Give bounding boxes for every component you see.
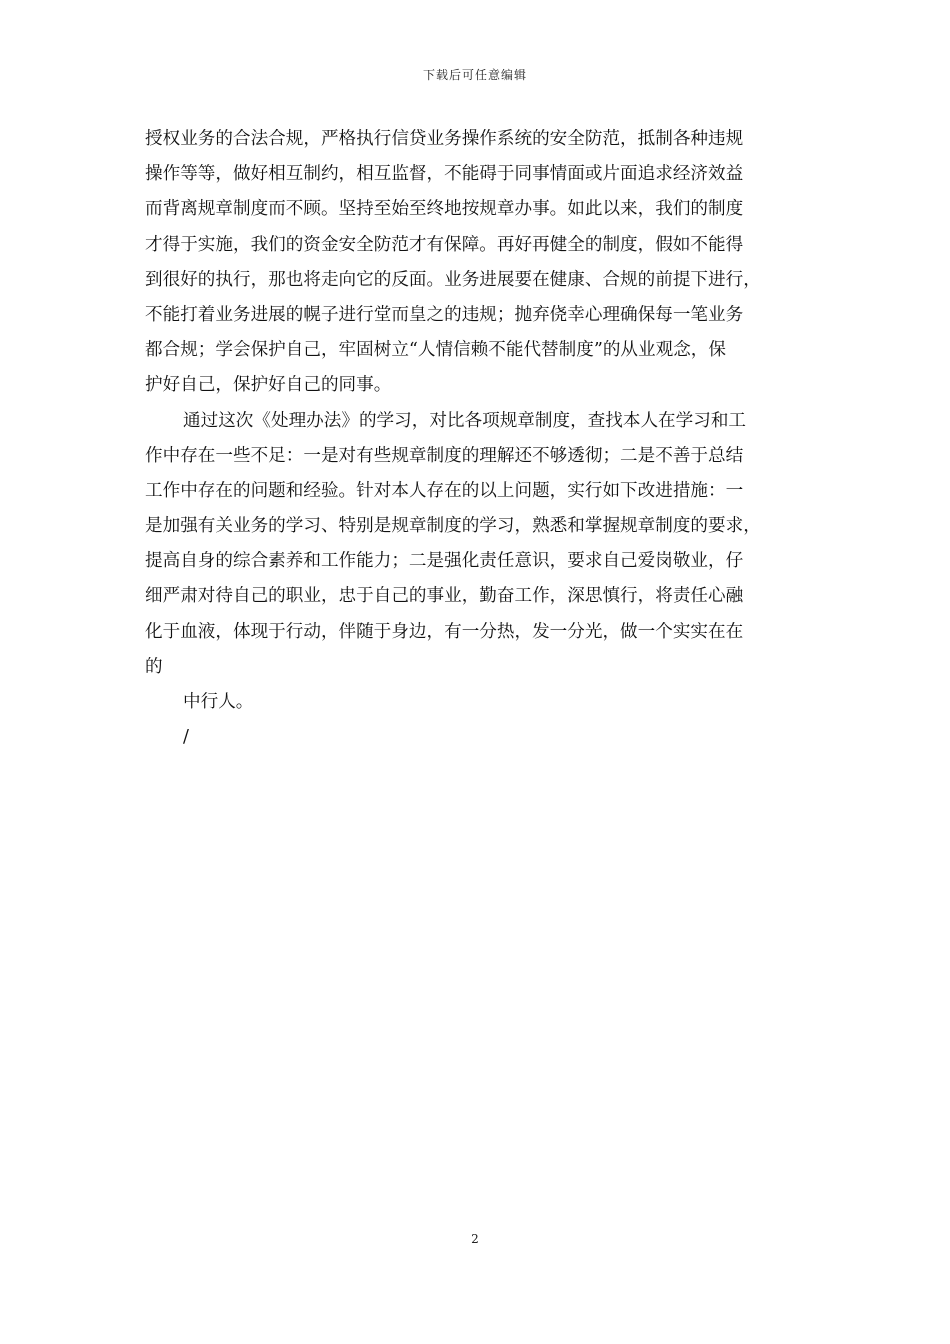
paragraph-1-line-2: 操作等等，做好相互制约，相互监督，不能碍于同事情面或片面追求经济效益 [145, 164, 744, 185]
paragraph-1-line-5: 到很好的执行，那也将走向它的反面。业务进展要在健康、合规的前提下进行， [145, 269, 761, 290]
paragraph-2-line-1: 通过这次《处理办法》的学习，对比各项规章制度，查找本人在学习和工 [183, 410, 747, 431]
paragraph-2-line-2: 作中存在一些不足：一是对有些规章制度的理解还不够透彻；二是不善于总结 [145, 445, 744, 466]
page-header: 下载后可任意编辑 [422, 68, 527, 82]
paragraph-1-line-8: 护好自己，保护好自己的同事。 [145, 375, 392, 396]
paragraph-3-line-1: 中行人。 [183, 692, 254, 712]
paragraph-1-line-1: 授权业务的合法合规，严格执行信贷业务操作系统的安全防范，抵制各种违规 [145, 129, 744, 149]
paragraph-2-line-3: 工作中存在的问题和经验。针对本人存在的以上问题，实行如下改进措施：一 [145, 480, 744, 501]
page-number: 2 [471, 1232, 479, 1246]
paragraph-2-line-7: 化于血液，体现于行动，伴随于身边，有一分热，发一分光，做一个实实在在 [145, 621, 744, 642]
paragraph-1-line-4: 才得于实施，我们的资金安全防范才有保障。再好再健全的制度，假如不能得 [145, 234, 744, 255]
paragraph-2-line-6: 细严肃对待自己的职业，忠于自己的事业，勤奋工作，深思慎行，将责任心融 [145, 586, 744, 607]
paragraph-1-line-7: 都合规；学会保护自己，牢固树立“人情信赖不能代替制度”的从业观念，保 [145, 340, 726, 361]
paragraph-2-line-8: 的 [145, 656, 163, 677]
paragraph-4-line-1: / [183, 727, 189, 748]
paragraph-2-line-5: 提高自身的综合素养和工作能力；二是强化责任意识，要求自己爱岗敬业，仔 [145, 551, 744, 572]
document-body [145, 122, 825, 755]
paragraph-1-line-6: 不能打着业务进展的幌子进行堂而皇之的违规；抛弃侥幸心理确保每一笔业务 [145, 304, 744, 325]
paragraph-1-line-3: 而背离规章制度而不顾。坚持至始至终地按规章办事。如此以来，我们的制度 [145, 199, 744, 220]
paragraph-2-line-4: 是加强有关业务的学习、特别是规章制度的学习，熟悉和掌握规章制度的要求， [145, 516, 761, 537]
